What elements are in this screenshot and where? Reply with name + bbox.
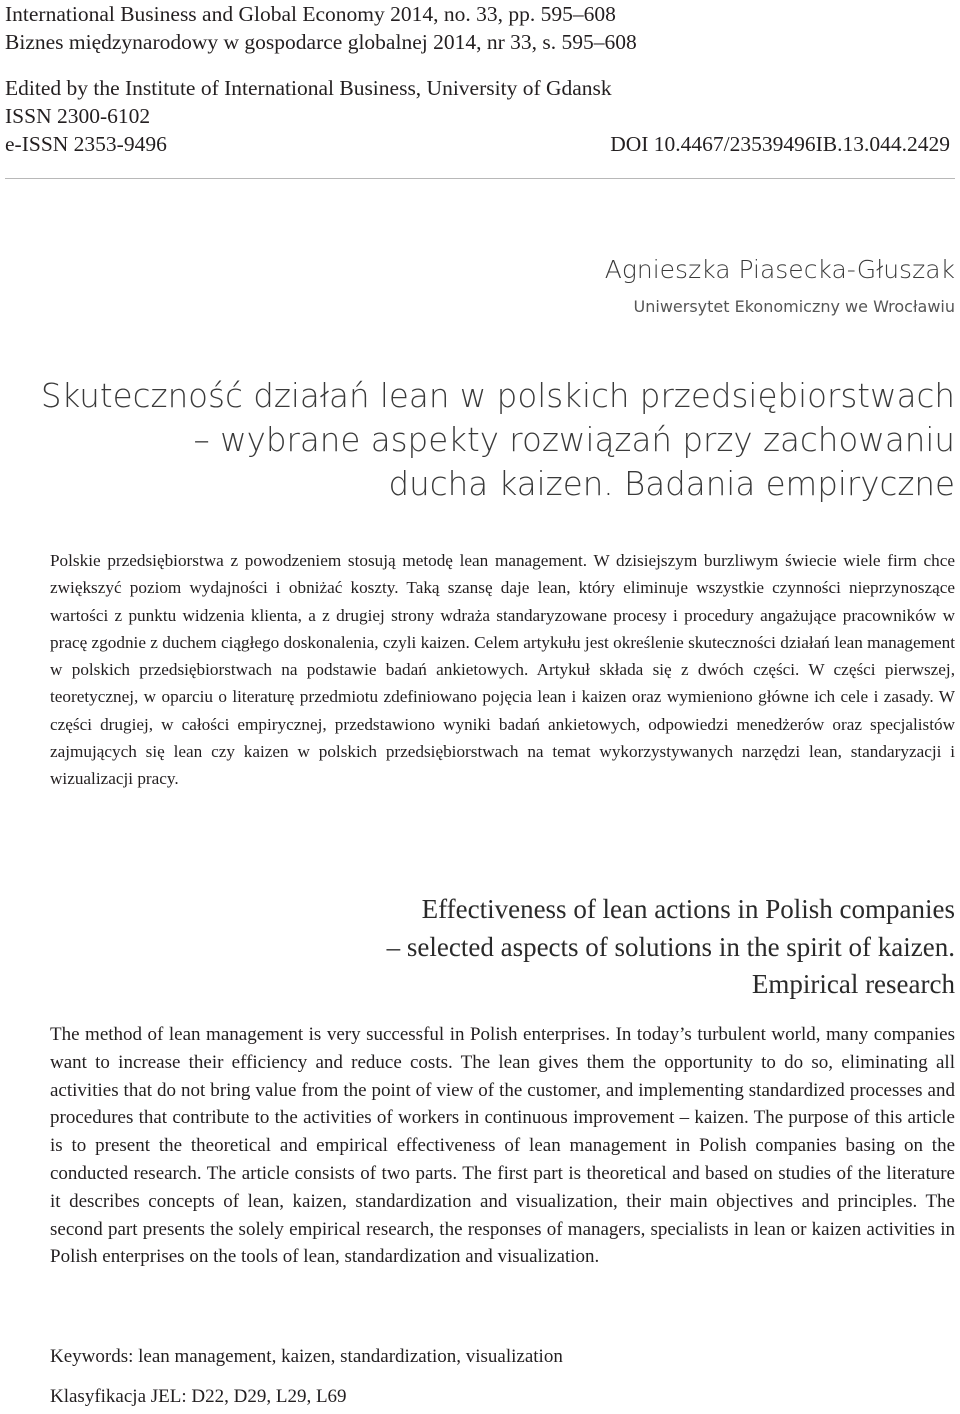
journal-citation-en: International Business and Global Economy 2014, no. 33, pp. 595–608 <box>5 2 616 26</box>
author-name: Agnieszka Piasecka-Głuszak <box>604 255 955 284</box>
journal-citation-pl: Biznes międzynarodowy w gospodarce globalnej 2014, nr 33, s. 595–608 <box>5 30 637 54</box>
article-title-en <box>5 891 955 1004</box>
header-spacer <box>5 56 955 74</box>
issn: ISSN 2300-6102 <box>5 104 151 128</box>
abstract-en: The method of lean management is very successful in Polish enterprises. In today’s turbulent world, many companies want to increase their efficiency and reduce costs. The lean gives them the opportunity to do so, eliminating all activities that do not bring value from the point of view of the customer, and implementing standardized processes and procedures that contribute to the activities of workers in continuous improvement – kaizen. The purpose of this article is to present the theoretical and empirical effectiveness of lean management in Polish companies basing on the conducted research. The article consists of two parts. The first part is theoretical and based on studies of the literature it describes concepts of lean, kaizen, standardization and visualization, their main objectives and principles. The second part presents the solely empirical research, the responses of managers, specialists in lean or kaizen activities in Polish enterprises on the tools of lean, standardization and visualization. <box>50 1024 955 1268</box>
article-title-pl <box>5 374 955 506</box>
author-affiliation: Uniwersytet Ekonomiczny we Wrocławiu <box>633 297 955 316</box>
doi: DOI 10.4467/23539496IB.13.044.2429 <box>610 132 950 156</box>
title-en-line-1: Effectiveness of lean actions in Polish companies <box>421 894 955 924</box>
title-en-line-2: – selected aspects of solutions in the spirit of kaizen. <box>386 931 955 962</box>
abstract-pl: Polskie przedsiębiorstwa z powodzeniem stosują metodę lean management. W dzisiejszym burzliwym świecie wiele firm chce zwiększyć poziom wydajności i obniżać koszty. Taką szansę daje lean, który eliminuje wszystkie czynności nieprzynoszące wartości z punktu widzenia klienta, a z drugiej strony wdraża standaryzowane procesy i procedury angażujące pracowników w pracę zgodnie z duchem ciągłego doskonalenia, czyli kaizen. Celem artykułu jest określenie skuteczności działań lean management w polskich przedsiębiorstwach na podstawie badań ankietowych. Artykuł składa się z dwóch części. W części pierwszej, teoretycznej, w oparciu o literaturę przedmiotu zdefiniowano pojęcia lean i kaizen oraz wymieniono główne ich cele i zasady. W części drugiej, w całości empirycznej, przedstawiono wyniki badań ankietowych, odpowiedzi menedżerów oraz specjalistów zajmujących się lean czy kaizen w polskich przedsiębiorstwach na temat wykorzystywanych narzędzi lean, standaryzacji i wizualizacji pracy. <box>50 551 955 789</box>
title-pl-line-3: ducha kaizen. Badania empiryczne <box>388 465 955 503</box>
header-divider <box>5 178 955 179</box>
title-pl-line-1: Skuteczność działań lean w polskich przedsiębiorstwach <box>40 377 955 415</box>
eissn-doi-row <box>5 130 955 158</box>
eissn: e-ISSN 2353-9496 <box>5 132 167 156</box>
keywords: Keywords: lean management, kaizen, standardization, visualization <box>50 1346 563 1367</box>
title-en-line-3: Empirical research <box>751 969 955 999</box>
journal-header <box>5 0 955 158</box>
title-pl-line-2: – wybrane aspekty rozwiązań przy zachowaniu <box>193 421 955 459</box>
jel-classification: Klasyfikacja JEL: D22, D29, L29, L69 <box>50 1386 347 1407</box>
publisher-line: Edited by the Institute of International Business, University of Gdansk <box>5 76 612 100</box>
